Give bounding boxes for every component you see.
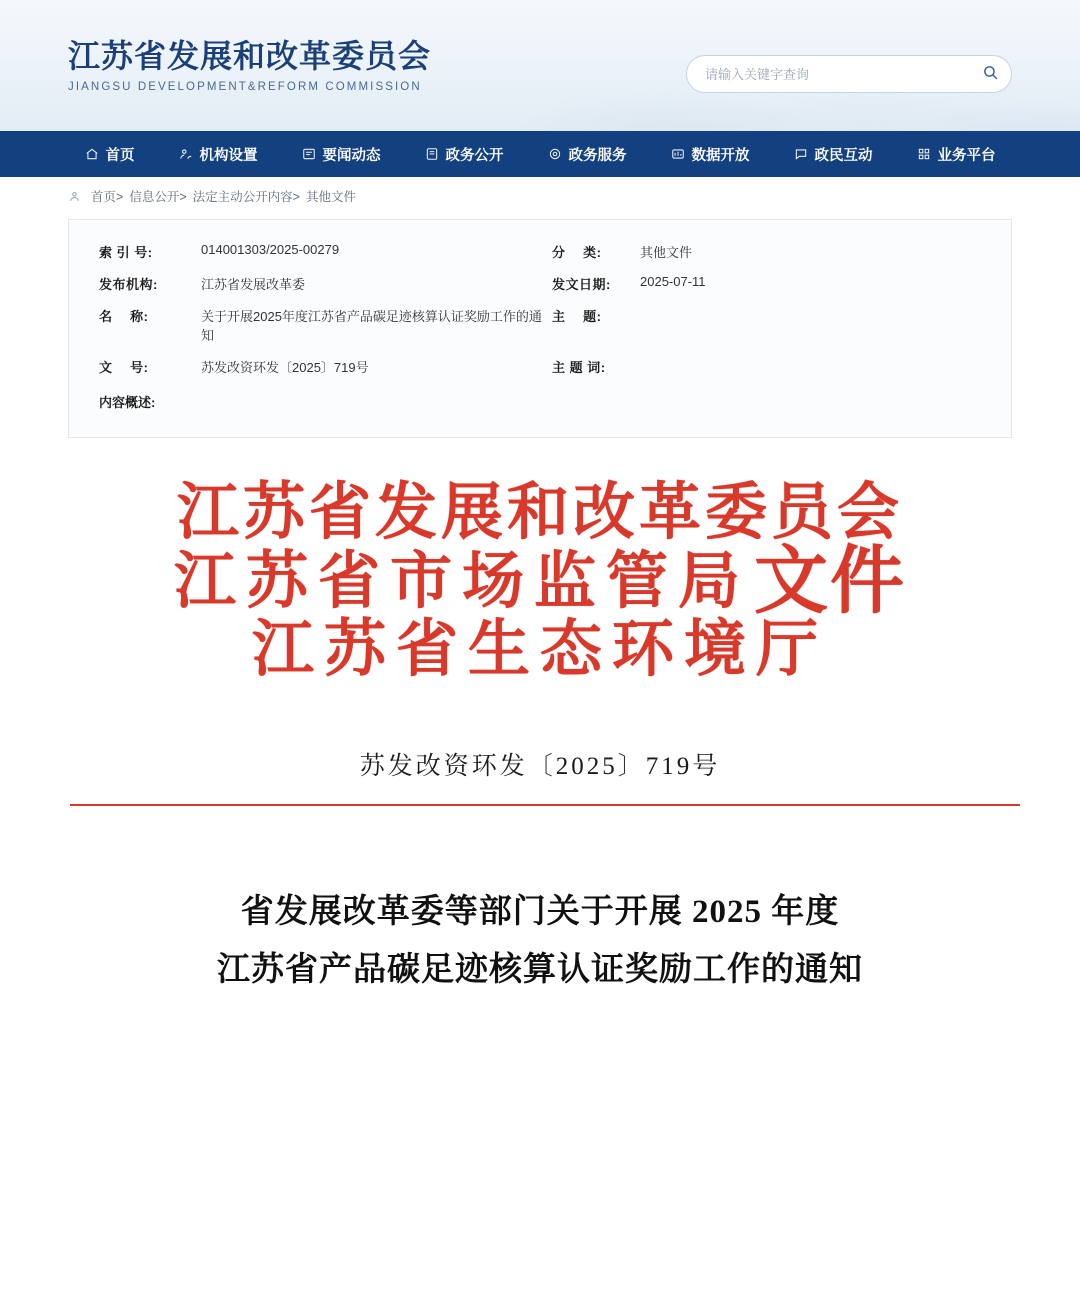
nav-label: 业务平台 [937,147,996,164]
breadcrumb-item-other-docs[interactable]: 其他文件 [305,190,356,204]
service-icon [548,147,562,161]
meta-value-docnumber: 苏发改资环发〔2025〕719号 [201,360,369,375]
meta-label-keywords: 主 题 词: [552,360,606,375]
meta-value-publisher: 江苏省发展改革委 [201,277,306,292]
meta-label-summary: 内容概述: [99,395,156,410]
meta-value-subject [640,306,981,344]
nav-label: 数据开放 [691,147,750,164]
breadcrumb-item-home[interactable]: 首页> [91,190,124,204]
nav-label: 要闻动态 [322,147,381,164]
search-input[interactable] [687,56,969,92]
meta-label-date: 发文日期: [552,277,611,292]
nav-label: 政务服务 [568,147,627,164]
nav-item-org[interactable] [157,131,280,177]
nav-item-open-data[interactable] [649,131,772,177]
brand-title-en: JIANGSU DEVELOPMENT&REFORM COMMISSION [68,80,422,93]
meta-value-index: 014001303/2025-00279 [201,242,340,257]
document-title-line-2: 江苏省产品碳足迹核算认证奖励工作的通知 [217,951,863,988]
search-icon [982,64,999,84]
user-location-icon [68,190,81,203]
document-issuing-organizations [70,480,1010,684]
document-title [70,884,1010,1000]
nav-label: 政务公开 [445,147,504,164]
breadcrumb-item-disclosure[interactable]: 信息公开> [129,190,187,204]
document-org-line-1: 江苏省发展和改革委员会 [176,479,903,547]
site-brand [68,38,431,93]
document-org-row-1 [70,480,1010,547]
meta-value-name: 关于开展2025年度江苏省产品碳足迹核算认证奖励工作的通知 [201,309,542,343]
search-box[interactable] [686,55,1012,93]
document-title-line-1: 省发展改革委等部门关于开展 2025 年度 [240,894,840,931]
nav-item-government-disclosure[interactable] [403,131,526,177]
nav-item-government-service[interactable] [526,131,649,177]
data-icon [671,147,685,161]
meta-label-docnumber: 文 号: [99,360,149,375]
meta-label-category: 分 类: [552,245,602,260]
news-icon [302,147,316,161]
meta-value-keywords [640,357,981,376]
home-icon [85,147,99,161]
nav-item-news[interactable] [280,131,403,177]
document-org-line-2: 江苏省市场监管局 [173,547,750,616]
main-navigation [0,131,1080,177]
nav-item-business-platform[interactable] [895,131,1018,177]
document-wenjian-label: 文件 [754,540,906,623]
nav-label: 机构设置 [199,147,258,164]
doc-open-icon [425,147,439,161]
nav-label: 首页 [105,147,135,164]
document-meta-panel [68,219,1012,438]
nav-item-interaction[interactable] [772,131,895,177]
site-header [0,0,1080,131]
meta-value-category: 其他文件 [640,245,693,260]
meta-label-subject: 主 题: [552,309,602,324]
document-org-row-3 [70,617,1010,684]
grid-icon [917,147,931,161]
breadcrumb-item-legal-disclosure[interactable]: 法定主动公开内容> [192,190,300,204]
document-scan-area [0,480,1080,1000]
breadcrumb [0,177,1080,215]
document-red-divider [70,804,1020,806]
meta-label-index: 索 引 号: [99,245,153,260]
meta-label-publisher: 发布机构: [99,277,158,292]
document-org-line-3: 江苏省生态环境厅 [251,616,828,685]
document-org-row-2 [70,540,1010,623]
nav-label: 政民互动 [814,147,873,164]
org-icon [179,147,193,161]
brand-title-cn: 江苏省发展和改革委员会 [68,38,432,74]
chat-icon [794,147,808,161]
document-meta-grid [99,242,981,411]
meta-label-name: 名 称: [99,309,149,324]
search-button[interactable] [969,56,1011,92]
document-number: 苏发改资环发〔2025〕719号 [359,753,721,781]
meta-value-date: 2025-07-11 [640,274,706,289]
nav-item-home[interactable] [63,131,157,177]
